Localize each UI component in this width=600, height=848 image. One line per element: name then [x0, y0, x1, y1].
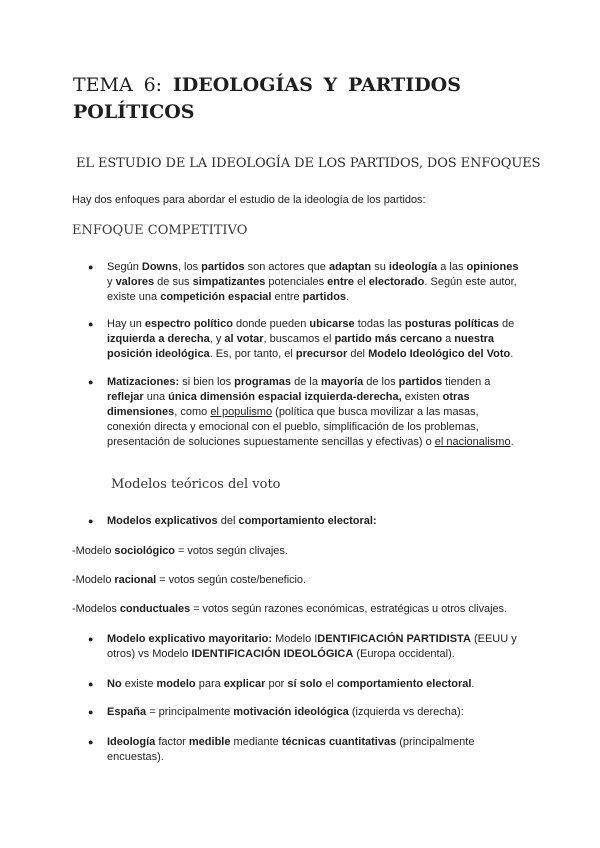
title-word-ideologias: IDEOLOGÍAS — [172, 74, 313, 96]
title-tema: TEMA — [73, 74, 133, 96]
list-item-matizaciones — [88, 375, 528, 450]
title-word-partidos: PARTIDOS — [348, 74, 461, 96]
list-item-downs — [88, 260, 528, 305]
bullet-icon: ● — [88, 262, 94, 272]
list-item-text: Modelos explicativos del comportamiento electoral: — [107, 515, 377, 527]
bullet-icon: ● — [88, 634, 94, 644]
list-item-ideologia-medible — [88, 735, 528, 765]
list-item-espectro — [88, 317, 528, 362]
modelos-heading: Modelos teóricos del voto — [111, 477, 281, 492]
list-item-text: Hay un espectro político donde pueden ubicarse todas las posturas políticas de izquierda a derecha, y al votar, buscamos el partido más cercano a nuestra posición ideológica. Es, por tanto, el precursor del Modelo Ideológico del Voto. — [107, 318, 515, 360]
section-heading: EL ESTUDIO DE LA IDEOLOGÍA DE LOS PARTIDOS, DOS ENFOQUES — [76, 156, 541, 171]
list-item-text: España = principalmente motivación ideológica (izquierda vs derecha): — [107, 706, 464, 718]
title-word-y: Y — [323, 74, 338, 96]
bullet-icon: ● — [88, 319, 94, 329]
list-item-text: No existe modelo para explicar por sí solo el comportamiento electoral. — [107, 678, 475, 690]
list-item-modelo-mayoritario — [88, 632, 528, 662]
bullet-icon: ● — [88, 737, 94, 747]
list-item-text: Modelo explicativo mayoritario: Modelo IDENTIFICACIÓN PARTIDISTA (EEUU y otros) vs Modelo IDENTIFICACIÓN IDEOLÓGICA (Europa occidental). — [107, 633, 517, 660]
line-modelos-conductuales: -Modelos conductuales = votos según razones económicas, estratégicas u otros clivajes. — [72, 603, 508, 615]
populismo-underlined: el populismo — [210, 406, 273, 418]
bullet-icon: ● — [88, 679, 94, 689]
list-item-text: Según Downs, los partidos son actores que adaptan su ideología a las opiniones y valores de sus simpatizantes potenciales entre el electorado. Según este autor, existe una competición espacial entre partidos. — [107, 261, 519, 303]
list-item-text: Ideología factor medible mediante técnicas cuantitativas (principalmente encuestas). — [107, 736, 475, 763]
title-line-2: POLÍTICOS — [73, 101, 195, 123]
bullet-icon: ● — [88, 516, 94, 526]
nacionalismo-underlined: el nacionalismo — [434, 436, 511, 448]
bullet-icon: ● — [88, 707, 94, 717]
list-item-espana — [88, 705, 528, 720]
intro-paragraph: Hay dos enfoques para abordar el estudio de la ideología de los partidos: — [72, 194, 426, 206]
list-item-text: Matizaciones: si bien los programas de la mayoría de los partidos tienden a reflejar una única dimensión espacial izquierda-derecha, existen otras dimensiones, como el populismo (política que busca movilizar a las masas, conexión directa y emocional con el pueblo, simplificación de los problemas, presentación de soluciones supuestamente sencillas y efectivas) o el nacionalismo. — [107, 376, 514, 448]
enfoque-heading: ENFOQUE COMPETITIVO — [72, 223, 248, 238]
list-item-modelos-explicativos — [88, 514, 528, 529]
list-item-no-existe-modelo — [88, 677, 528, 692]
line-modelo-racional: -Modelo racional = votos según coste/beneficio. — [72, 574, 307, 586]
bullet-icon: ● — [88, 377, 94, 387]
title-number: 6: — [143, 74, 163, 96]
line-modelo-sociologico: -Modelo sociológico = votos según clivajes. — [72, 545, 288, 557]
page-title — [73, 72, 461, 126]
